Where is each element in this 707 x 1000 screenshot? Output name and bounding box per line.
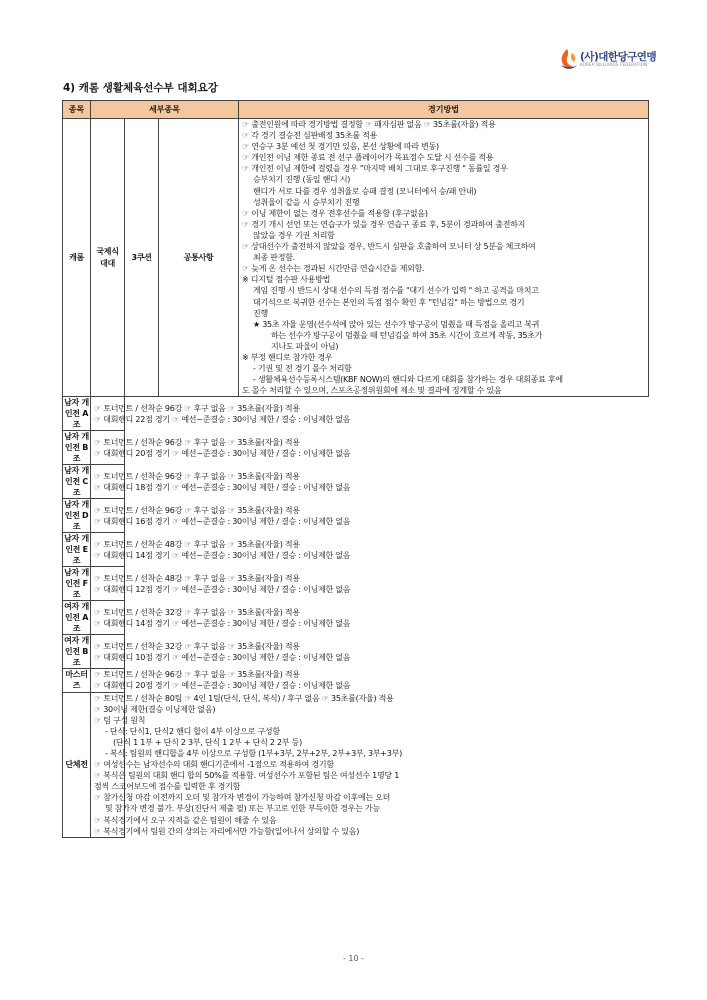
rule-line: ☞ 개인전 이닝 제한 종료 전 선구 플레이어가 목표점수 도달 시 선수를 적용 <box>242 153 494 163</box>
common-content-cell <box>239 119 649 397</box>
rule-line: ☞ 대회핸디 12점 경기 ☞ 예선~준결승 : 30이닝 제한 / 결승 : 이닝제한 없음 <box>94 584 351 594</box>
rule-line: ☞ 대회핸디 16점 경기 ☞ 예선~준결승 : 30이닝 제한 / 결승 : 이닝제한 없음 <box>94 516 351 526</box>
flame-logo-icon <box>558 47 580 71</box>
event-content-cell <box>91 601 351 635</box>
rule-line: 최종 판정함. <box>253 253 295 263</box>
rule-line: ☞ 대회핸디 20점 경기 ☞ 예선~준결승 : 30이닝 제한 / 결승 : 이닝제한 없음 <box>94 681 351 691</box>
table-row-event <box>63 465 649 499</box>
rule-line: ☞ 참가신청 마감 이전까지 오더 및 참가자 변경이 가능하며 참가신청 마감 이후에는 오더 <box>94 793 391 803</box>
rule-line: ☞ 대회핸디 18점 경기 ☞ 예선~준결승 : 30이닝 제한 / 결승 : 이닝제한 없음 <box>94 482 351 492</box>
rule-line: ☞ 여성선수는 남자선수의 대회 핸디기준에서 -1점으로 적용하여 경기함 <box>94 760 334 770</box>
event-name-cell: 남자 개인전 A조 <box>64 398 89 430</box>
table-row-event <box>63 601 649 635</box>
logo-subtext: KOREA BILLIARDS FEDERATION <box>580 62 648 67</box>
event-content-cell <box>91 465 351 499</box>
table-row-event <box>63 397 649 431</box>
rule-line: ☞ 토너먼트 / 선착순 32강 ☞ 후구 없음 ☞ 35초룰(자율) 적용 <box>94 641 300 651</box>
event-content-cell <box>91 397 351 431</box>
rule-line: ★ 35초 자율 운영(선수석에 앉아 있는 선수가 방구공이 멈췄을 때 득점을 올리고 복귀 <box>253 319 540 329</box>
event-name-cell: 남자 개인전 C조 <box>64 466 89 498</box>
section-heading: 4) 캐롬 생활체육선수부 대회요강 <box>63 82 218 94</box>
rule-line: ☞ 대회핸디 20점 경기 ☞ 예선~준결승 : 30이닝 제한 / 결승 : 이닝제한 없음 <box>94 448 351 458</box>
rule-line: ☞ 복식경기에서 오구 지적을 같은 팀원이 해줄 수 있음 <box>94 815 277 825</box>
logo-text: (사)대한당구연맹 <box>580 51 657 63</box>
rule-line: ☞ 각 경기 결승전 심판배정 35초룰 적용 <box>242 131 378 141</box>
table-row-event <box>63 635 649 669</box>
rule-line: ☞ 토너먼트 / 선착순 32강 ☞ 후구 없음 ☞ 35초룰(자율) 적용 <box>94 607 300 617</box>
rule-line: 승부치기 진행 (동일 핸디 시) <box>253 175 351 185</box>
rule-line: - 단식: 단식1, 단식2 핸디 합이 4부 이상으로 구성함 <box>105 726 280 736</box>
event-name-cell: 여자 개인전 B조 <box>64 636 89 668</box>
event-name-cell: 남자 개인전 B조 <box>64 432 89 464</box>
rule-line: ☞ 토너먼트 / 선착순 96강 ☞ 후구 없음 ☞ 35초룰(자율) 적용 <box>94 437 300 447</box>
sport-cell: 캐롬 <box>63 119 91 397</box>
rule-line: 하는 선수가 방구공이 멈췄을 때 턴넘김을 하여 35초 시간이 흐르게 작동, 35초가 <box>271 330 543 340</box>
rule-line: ☞ 상대선수가 출전하지 않았을 경우, 반드시 심판을 호출하여 모니터 상 5분을 체크하여 <box>242 242 536 252</box>
rule-line: - 생활체육선수등록시스템(KBF NOW)의 핸디와 다르게 대회를 참가하는 경우 대회종료 후에 <box>253 375 563 385</box>
rule-line: 지나도 파울이 아님) <box>271 341 339 351</box>
rule-line: 않았을 경우 기권 처리함 <box>253 230 335 240</box>
table-row-event <box>63 499 649 533</box>
event-content-cell <box>91 533 351 567</box>
table-row-event <box>63 533 649 567</box>
table-row-event <box>63 669 649 692</box>
event-name-cell: 마스터즈 <box>63 669 91 692</box>
rule-line: ☞ 토너먼트 / 선착순 80팀 ☞ 4인 1팀(단식, 단식, 복식) / 후구 없음 ☞ 35초룰(자율) 적용 <box>94 693 394 703</box>
event-name-cell: 여자 개인전 A조 <box>64 602 89 634</box>
rule-line: 점씩 스코어보드에 점수를 입력한 후 경기함 <box>94 782 241 792</box>
style-cell: 국제식 대대 <box>91 119 125 397</box>
rule-line: ☞ 토너먼트 / 선착순 96강 ☞ 후구 없음 ☞ 35초룰(자율) 적용 <box>94 670 300 680</box>
rule-line: ☞ 출전인원에 따라 경기방법 결정함 ☞ 패자심판 없음 ☞ 35초룰(자율) 적용 <box>242 120 496 129</box>
rule-line: ☞ 대회핸디 14점 경기 ☞ 예선~준결승 : 30이닝 제한 / 결승 : 이닝제한 없음 <box>94 618 351 628</box>
rule-line: ☞ 연승구 3분 예선 첫 경기만 있음, 본선 상황에 따라 변동) <box>242 142 439 152</box>
rule-line: ※ 디지털 점수판 사용방법 <box>242 275 331 285</box>
discipline-cell: 3쿠션 <box>125 119 159 397</box>
table-row-event <box>63 431 649 465</box>
header-method: 경기방법 <box>239 101 649 119</box>
event-name-cell: 남자 개인전 D조 <box>64 500 89 532</box>
event-name-cell: 남자 개인전 E조 <box>64 534 89 566</box>
rule-line: ☞ 복식은 팀원의 대회 핸디 합의 50%를 적용함. 여성선수가 포함된 팀은 여성선수 1명당 1 <box>94 771 400 781</box>
table-row-team <box>63 692 649 837</box>
rule-line: ☞ 30이닝 제한(결승 이닝제한 없음) <box>94 704 216 714</box>
rule-line: 진행 <box>253 308 268 318</box>
rule-line: ☞ 개인전 이닝 제한에 걸렸을 경우 "마지막 배치 그대로 후구진행 " 동률일 경우 <box>242 164 508 174</box>
rule-line: 핸디가 서로 다를 경우 성취율로 승패 결정 (모니터에서 승/패 안내) <box>253 186 477 196</box>
rule-line: ☞ 대회핸디 22점 경기 ☞ 예선~준결승 : 30이닝 제한 / 결승 : 이닝제한 없음 <box>94 414 351 424</box>
rule-line: 대기석으로 복귀한 선수는 본인의 득점 점수 확인 후 "턴넘김" 하는 방법으로 경기 <box>253 297 525 307</box>
rule-line: ☞ 이닝 제한이 없는 경우 전후선수를 적용함 (후구없음) <box>242 208 428 218</box>
event-content-cell <box>91 567 351 601</box>
event-content-cell <box>91 669 351 692</box>
rule-line: ☞ 토너먼트 / 선착순 48강 ☞ 후구 없음 ☞ 35초룰(자율) 적용 <box>94 539 300 549</box>
tournament-rules-table <box>62 100 649 838</box>
rule-line: ☞ 복식경기에서 팀원 간의 상의는 자리에서만 가능함(일어나서 상의할 수 있음) <box>94 826 360 836</box>
rule-line: ☞ 경기 개시 선언 또는 연습구가 있을 경우 연습구 종료 후, 5분이 경과하여 출전하지 <box>242 219 526 229</box>
event-content-cell <box>91 635 351 669</box>
table-header-row <box>63 101 649 119</box>
rule-line: ☞ 토너먼트 / 선착순 96강 ☞ 후구 없음 ☞ 35초룰(자율) 적용 <box>94 471 300 481</box>
rule-line: (단식 1 1부 + 단식 2 3부, 단식 1 2부 + 단식 2 2부 등) <box>113 737 302 747</box>
rule-line: ☞ 대회핸디 14점 경기 ☞ 예선~준결승 : 30이닝 제한 / 결승 : 이닝제한 없음 <box>94 550 351 560</box>
event-content-cell <box>91 499 351 533</box>
rule-line: 도 몰수 처리할 수 있으며, 스포츠공정위원회에 제소 및 결과에 징계할 수 있음 <box>242 386 502 396</box>
table-row-common <box>63 119 649 397</box>
event-content-cell <box>91 431 351 465</box>
event-name-cell: 남자 개인전 F조 <box>64 568 89 600</box>
rule-line: ☞ 팀 구성 원칙 <box>94 715 146 725</box>
rule-line: ※ 부정 핸디로 참가한 경우 <box>242 352 333 362</box>
common-name-cell: 공통사항 <box>159 119 239 397</box>
event-name-cell: 단체전 <box>63 692 91 837</box>
rule-line: - 기권 및 전 경기 몰수 처리함 <box>253 364 352 374</box>
rule-line: 게임 진행 시 반드시 상대 선수의 득점 점수를 "대기 선수가 입력 " 하고 공격을 마치고 <box>253 286 539 296</box>
rule-line: ☞ 대회핸디 10점 경기 ☞ 예선~준결승 : 30이닝 제한 / 결승 : 이닝제한 없음 <box>94 652 351 662</box>
rule-line: - 복식: 팀원의 핸디합을 4부 이상으로 구성함 (1부+3부, 2부+2부, 2부+3부, 3부+3부) <box>105 749 402 758</box>
rule-line: ☞ 토너먼트 / 선착순 96강 ☞ 후구 없음 ☞ 35초룰(자율) 적용 <box>94 403 300 413</box>
rule-line: ☞ 토너먼트 / 선착순 48강 ☞ 후구 없음 ☞ 35초룰(자율) 적용 <box>94 573 300 583</box>
event-content-cell <box>91 692 402 837</box>
rule-line: 및 참가자 변경 불가. 부상(진단서 제출 필) 또는 부고로 인한 부득이한 경우는 가능 <box>105 804 380 814</box>
rule-line: 성취율이 같을 시 승부치기 진행 <box>253 197 360 207</box>
rule-line: ☞ 토너먼트 / 선착순 96강 ☞ 후구 없음 ☞ 35초룰(자율) 적용 <box>94 505 300 515</box>
header-detail: 세부종목 <box>91 101 239 119</box>
page-number: - 10 - <box>342 954 365 963</box>
federation-logo <box>558 47 658 73</box>
table-row-event <box>63 567 649 601</box>
rule-line: ☞ 늦게 온 선수는 경과된 시간만큼 연습시간을 제외함. <box>242 264 425 274</box>
header-sport: 종목 <box>63 101 91 119</box>
